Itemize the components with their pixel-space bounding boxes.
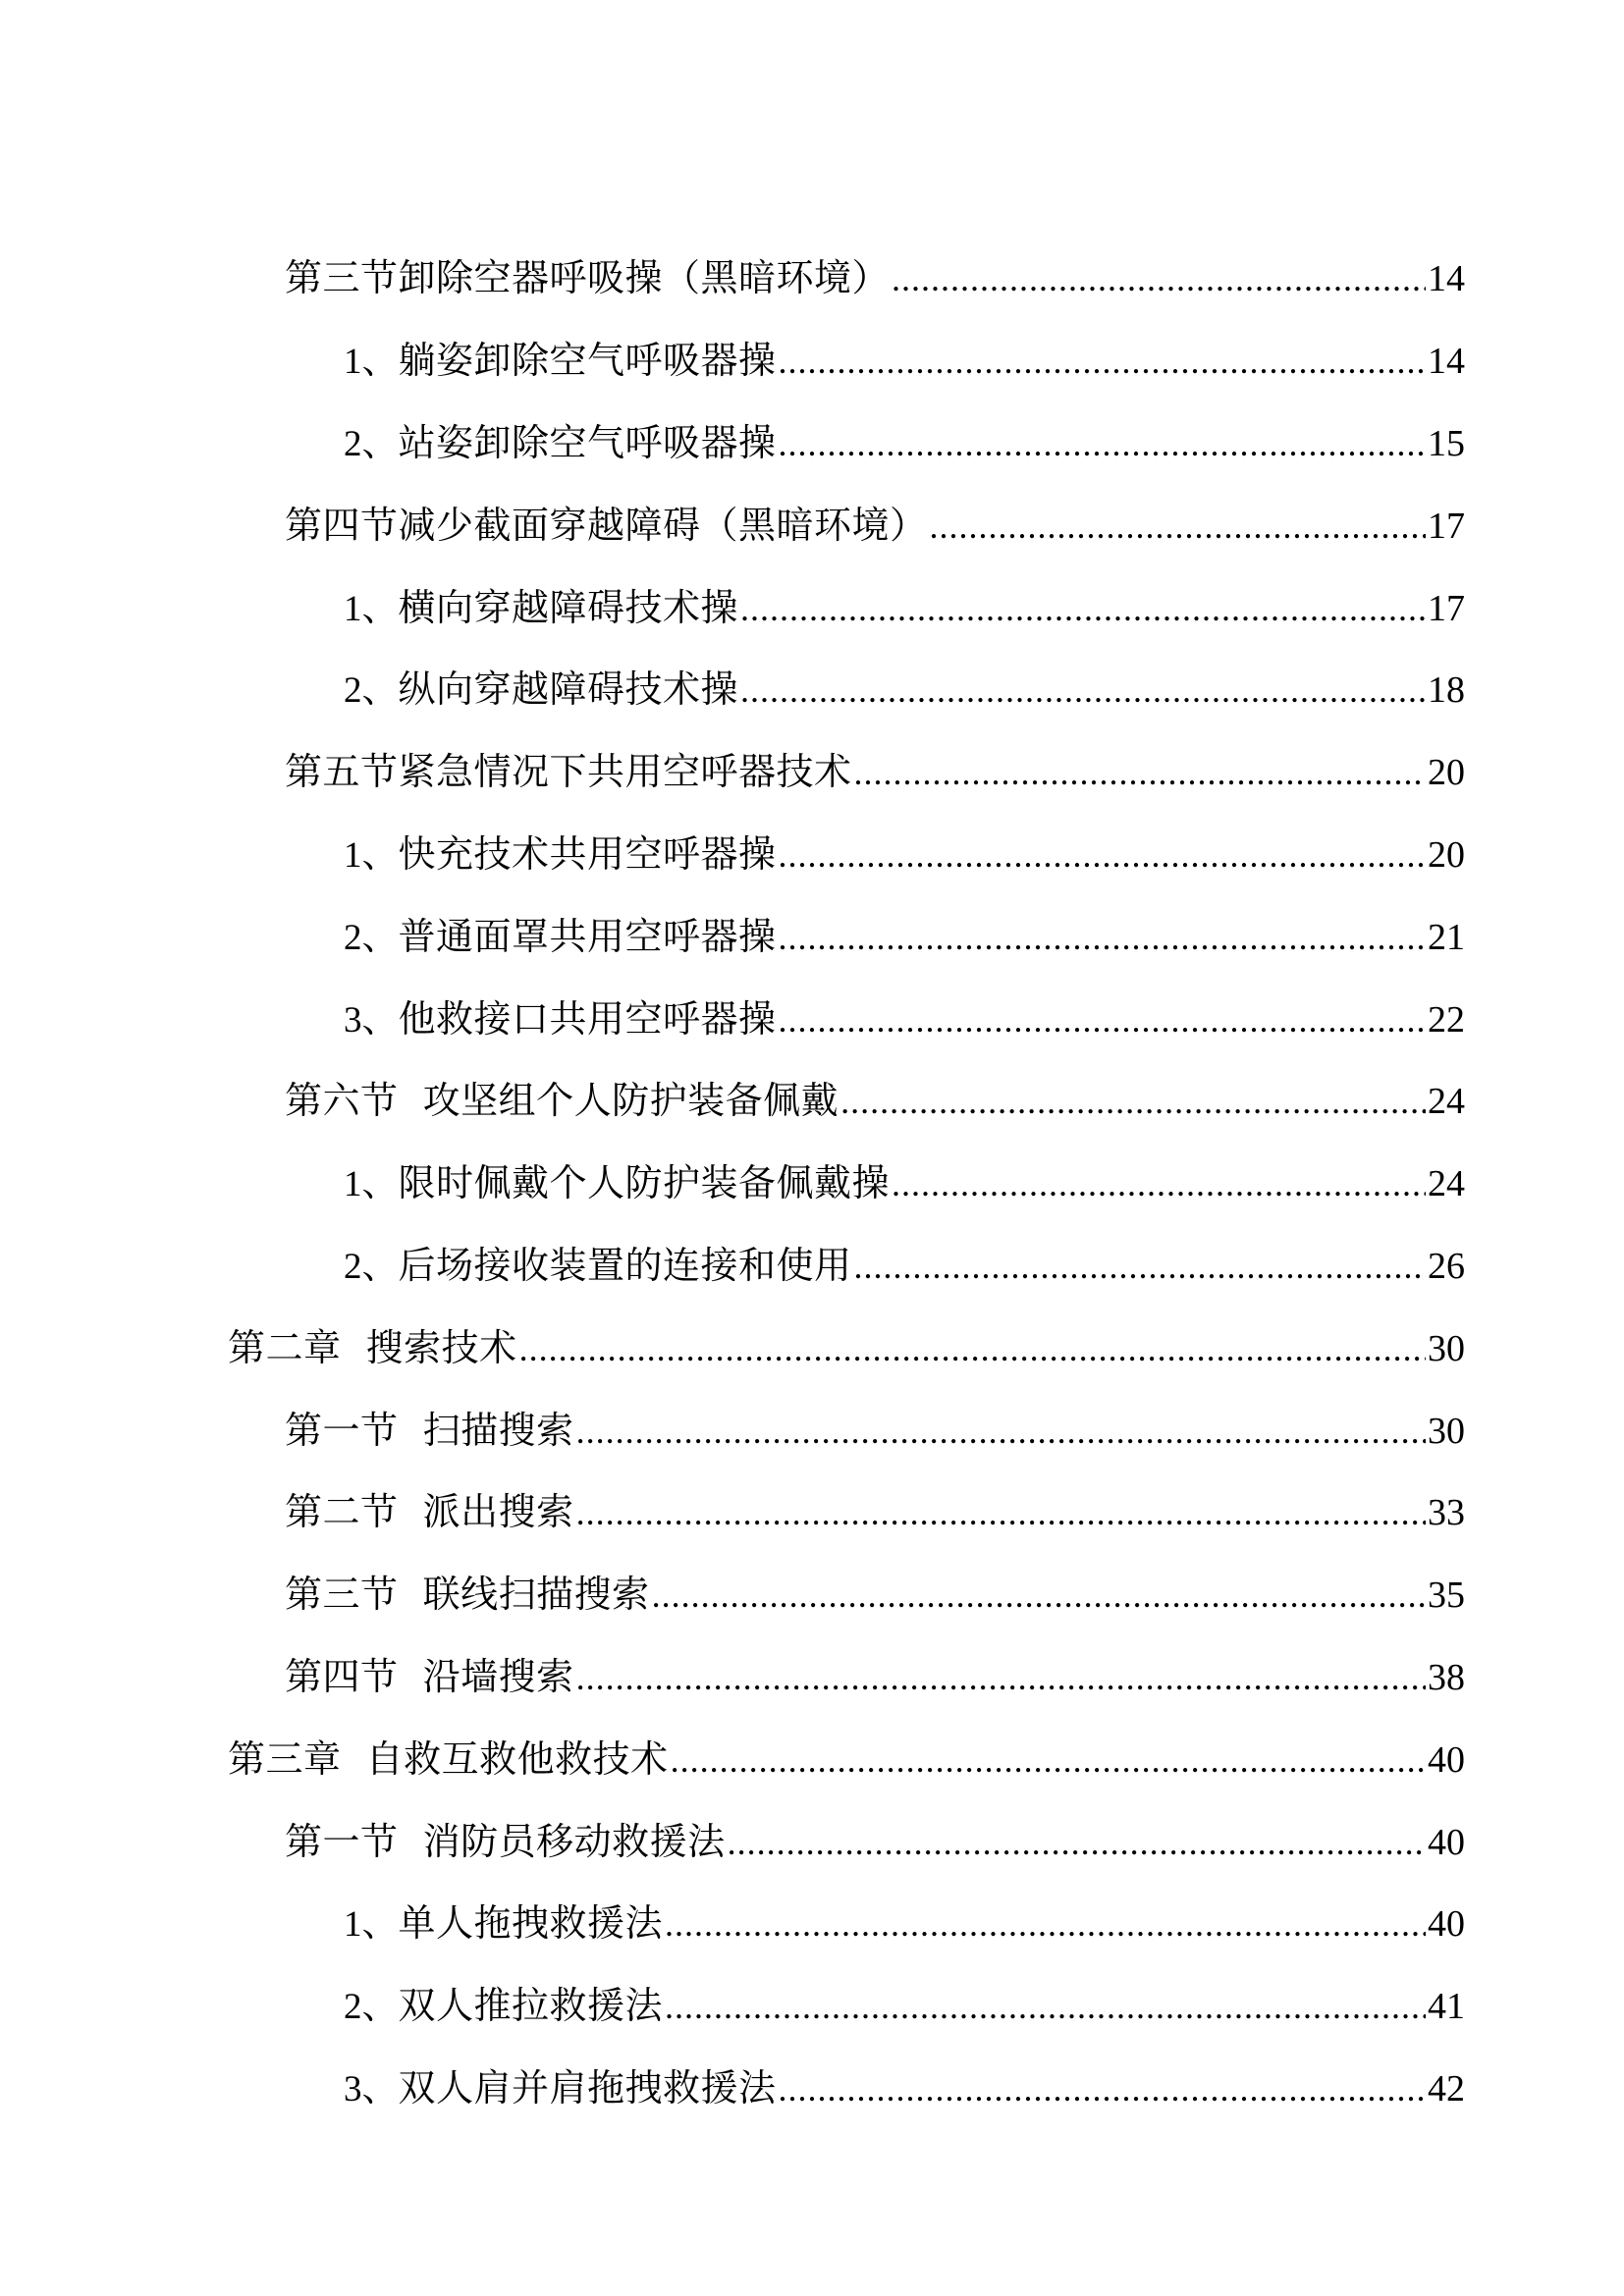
toc-entry-title: 普通面罩共用空呼器操 <box>398 914 777 958</box>
toc-entry-page: 24 <box>1428 1081 1465 1123</box>
toc-entry-page: 40 <box>1428 1738 1465 1781</box>
toc-entry-page: 14 <box>1428 258 1465 300</box>
toc-entry-page: 14 <box>1428 341 1465 383</box>
toc-entry[interactable] <box>0 1056 1624 1139</box>
dot-leader <box>740 669 1426 711</box>
toc-entry-page: 24 <box>1428 1163 1465 1205</box>
toc-entry-number: 2、 <box>344 1246 399 1287</box>
toc-entry-number: 1、 <box>344 342 399 383</box>
toc-entry[interactable] <box>0 810 1624 892</box>
toc-entry[interactable] <box>0 1221 1624 1304</box>
toc-entry-title: 横向穿越障碍技术操 <box>398 585 739 629</box>
toc-entry[interactable] <box>0 974 1624 1056</box>
toc-entry-number: 1、 <box>344 588 399 629</box>
dot-leader <box>779 2068 1426 2109</box>
toc-entry[interactable] <box>0 645 1624 727</box>
toc-entry[interactable] <box>0 480 1624 562</box>
dot-leader <box>779 341 1426 382</box>
toc-entry-title: 第三节 联线扫描搜索 <box>285 1573 650 1617</box>
toc-entry-number: 3、 <box>344 999 399 1041</box>
toc-entry-title: 站姿卸除空气呼吸器操 <box>398 420 777 464</box>
toc-entry-number: 1、 <box>344 1904 399 1946</box>
dot-leader <box>671 1739 1426 1781</box>
toc-entry-number: 1、 <box>344 834 399 876</box>
toc-entry-number: 2、 <box>344 1987 399 2028</box>
toc-entry-page: 20 <box>1428 752 1465 794</box>
toc-entry-page: 40 <box>1428 1903 1465 1946</box>
toc-entry-title: 第四节 沿墙搜索 <box>285 1654 574 1698</box>
dot-leader <box>854 1246 1426 1287</box>
dot-leader <box>854 752 1426 793</box>
toc-entry[interactable] <box>0 1139 1624 1221</box>
dot-leader <box>779 834 1426 876</box>
toc-entry-page: 33 <box>1428 1492 1465 1534</box>
toc-entry[interactable] <box>0 727 1624 810</box>
toc-entry[interactable] <box>0 1714 1624 1796</box>
toc-entry-page: 30 <box>1428 1410 1465 1452</box>
toc-entry[interactable] <box>0 316 1624 399</box>
toc-entry-page: 15 <box>1428 422 1465 464</box>
toc-entry[interactable] <box>0 234 1624 316</box>
dot-leader <box>892 1163 1426 1204</box>
toc-entry-number: 2、 <box>344 423 399 464</box>
toc-entry-title: 第二节 派出搜索 <box>285 1490 574 1534</box>
toc-entry-title: 后场接收装置的连接和使用 <box>398 1243 852 1287</box>
dot-leader <box>665 1986 1426 2027</box>
toc-entry-title: 第一节 扫描搜索 <box>285 1408 574 1452</box>
toc-entry-title: 他救接口共用空呼器操 <box>398 996 777 1041</box>
toc-entry-title: 限时佩戴个人防护装备佩戴操 <box>398 1161 891 1205</box>
toc-entry-page: 22 <box>1428 998 1465 1041</box>
toc-entry-page: 30 <box>1428 1327 1465 1369</box>
toc-entry-title: 第四节减少截面穿越障碍（黑暗环境） <box>285 503 928 547</box>
toc-entry-title: 快充技术共用空呼器操 <box>398 831 777 876</box>
toc-entry-title: 第三节卸除空器呼吸操（黑暗环境） <box>285 256 891 300</box>
toc-entry-title: 第五节紧急情况下共用空呼器技术 <box>285 750 852 794</box>
toc-entry-page: 40 <box>1428 1821 1465 1863</box>
dot-leader <box>740 588 1426 629</box>
dot-leader <box>779 999 1426 1041</box>
toc-entry-page: 41 <box>1428 1986 1465 2028</box>
toc-entry[interactable] <box>0 1550 1624 1632</box>
toc-entry[interactable] <box>0 1796 1624 1879</box>
toc-entry-number: 3、 <box>344 2068 399 2109</box>
toc-entry[interactable] <box>0 2044 1624 2126</box>
toc-entry[interactable] <box>0 1303 1624 1385</box>
dot-leader <box>576 1492 1426 1533</box>
toc-entry-page: 26 <box>1428 1245 1465 1287</box>
toc-entry-number: 2、 <box>344 917 399 958</box>
dot-leader <box>779 423 1426 464</box>
toc-entry-title: 双人推拉救援法 <box>398 1984 664 2028</box>
toc-entry[interactable] <box>0 1879 1624 1961</box>
table-of-contents <box>0 234 1624 2125</box>
toc-entry-page: 18 <box>1428 669 1465 712</box>
toc-entry-title: 躺姿卸除空气呼吸器操 <box>398 339 777 383</box>
toc-entry-title: 纵向穿越障碍技术操 <box>398 667 739 712</box>
toc-entry-page: 20 <box>1428 833 1465 876</box>
toc-entry-page: 17 <box>1428 587 1465 629</box>
toc-entry[interactable] <box>0 1468 1624 1550</box>
toc-entry-title: 第六节 攻坚组个人防护装备佩戴 <box>285 1079 839 1123</box>
dot-leader <box>652 1575 1426 1616</box>
dot-leader <box>892 258 1426 299</box>
toc-entry-page: 38 <box>1428 1656 1465 1698</box>
dot-leader <box>576 1657 1426 1698</box>
dot-leader <box>728 1822 1426 1863</box>
toc-entry-number: 1、 <box>344 1164 399 1205</box>
dot-leader <box>840 1081 1426 1122</box>
toc-entry-page: 21 <box>1428 916 1465 958</box>
dot-leader <box>519 1328 1426 1369</box>
toc-entry-number: 2、 <box>344 670 399 712</box>
toc-entry-title: 双人肩并肩拖拽救援法 <box>398 2065 777 2109</box>
dot-leader <box>576 1411 1426 1452</box>
toc-entry[interactable] <box>0 1385 1624 1468</box>
toc-entry-page: 17 <box>1428 505 1465 547</box>
dot-leader <box>930 506 1426 547</box>
dot-leader <box>779 917 1426 958</box>
toc-entry-title: 第一节 消防员移动救援法 <box>285 1819 726 1863</box>
toc-entry-title: 第三章 自救互救他救技术 <box>228 1736 669 1781</box>
toc-entry[interactable] <box>0 399 1624 481</box>
toc-entry[interactable] <box>0 562 1624 645</box>
toc-entry-page: 35 <box>1428 1575 1465 1617</box>
toc-entry[interactable] <box>0 891 1624 974</box>
toc-entry[interactable] <box>0 1961 1624 2044</box>
dot-leader <box>665 1903 1426 1945</box>
toc-entry[interactable] <box>0 1632 1624 1715</box>
toc-entry-title: 第二章 搜索技术 <box>228 1325 517 1369</box>
toc-entry-title: 单人拖拽救援法 <box>398 1901 664 1946</box>
toc-entry-page: 42 <box>1428 2067 1465 2109</box>
